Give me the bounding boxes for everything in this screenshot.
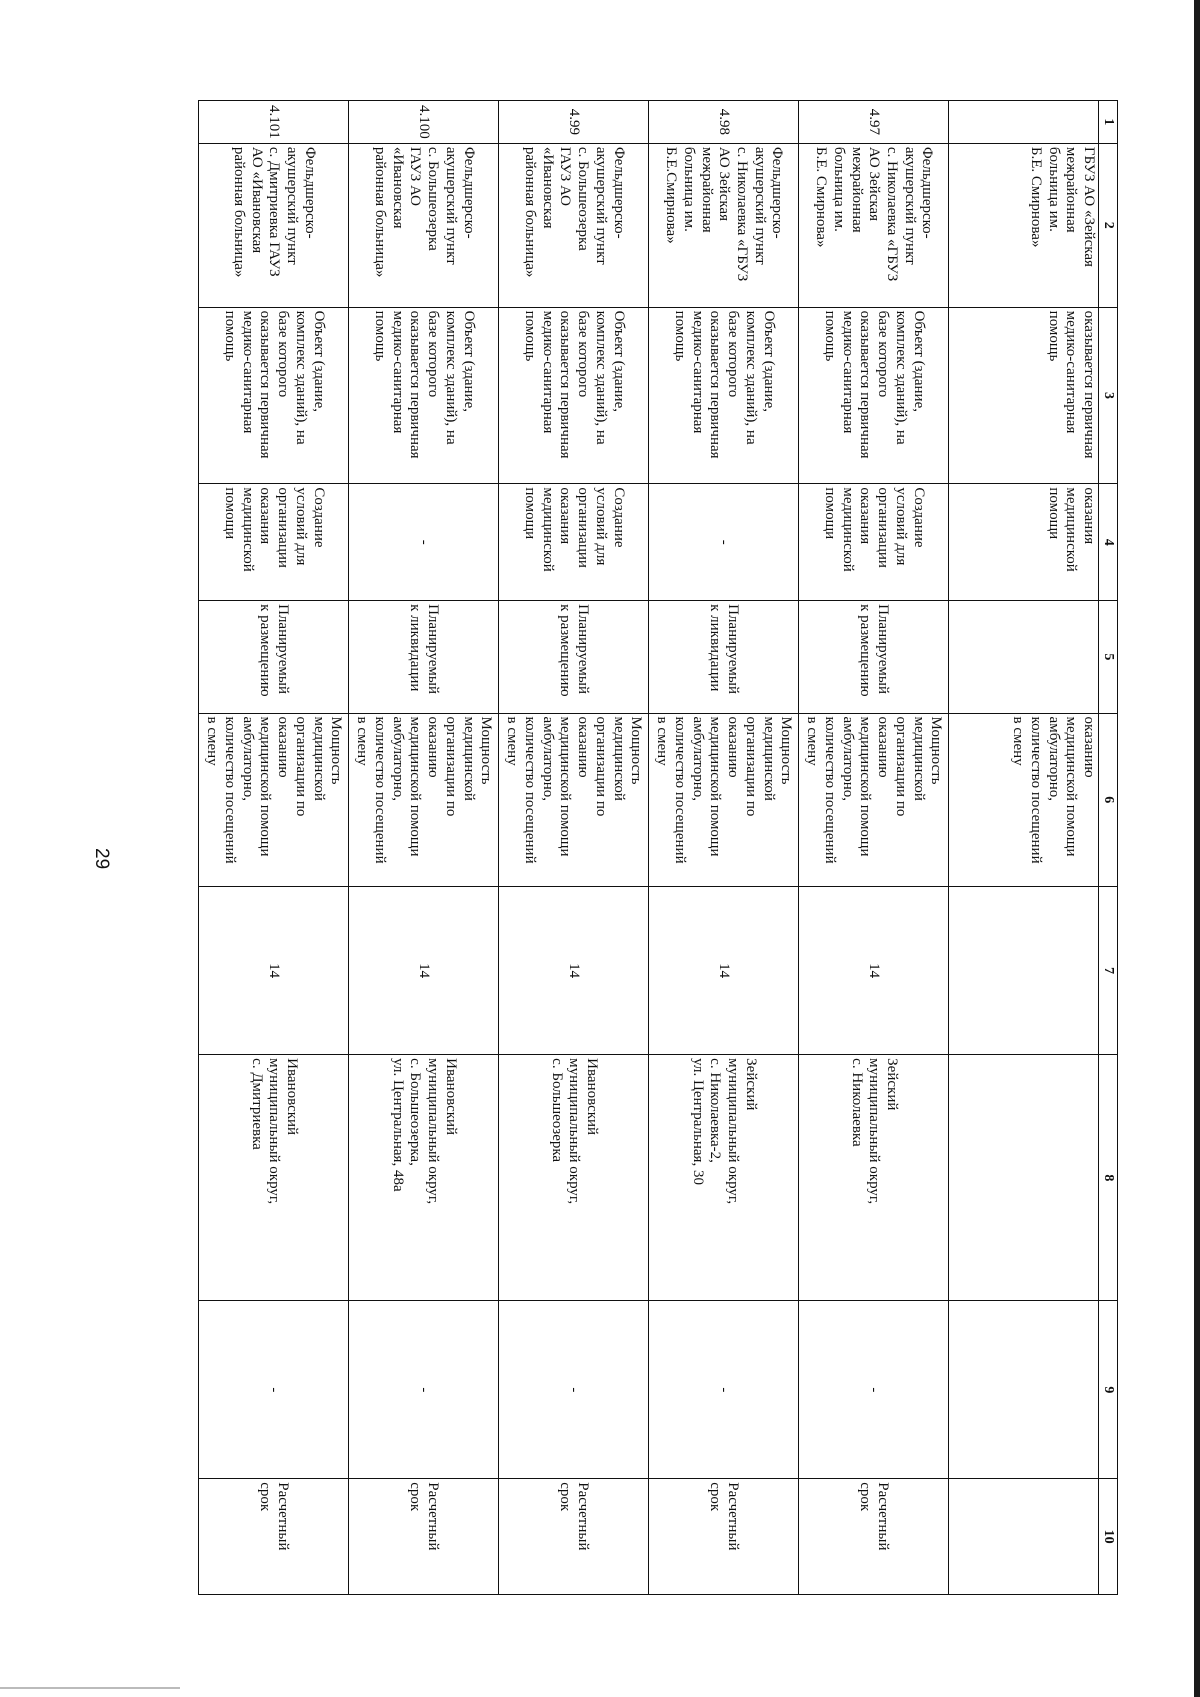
cell-status: Планируемый к размещению — [799, 601, 949, 713]
table-row — [799, 101, 949, 1595]
cell-characteristic: Мощность медицинской организации по оказанию медицинской помощи амбулаторно, количество посещений в смену — [499, 713, 649, 886]
cell-object-type: оказывается первичная медико-санитарная помощь — [949, 307, 1099, 484]
cell-characteristic: оказанию медицинской помощи амбулаторно, количество посещений в смену — [949, 713, 1099, 886]
cell-number: 4.98 — [649, 101, 799, 144]
scan-border — [1194, 0, 1200, 1697]
cell-object-name: Фельдшерско- акушерский пункт с. Дмитриевка ГАУЗ АО «Ивановская районная больница» — [199, 143, 349, 307]
facilities-table — [198, 100, 1118, 1595]
cell-status — [949, 601, 1099, 713]
cell-term: Расчетный срок — [499, 1479, 649, 1595]
header-col-3: 3 — [1099, 307, 1118, 484]
cell-value: 14 — [199, 887, 349, 1055]
cell-zone: - — [199, 1301, 349, 1479]
cell-purpose: - — [349, 484, 499, 601]
scan-artifact — [0, 1687, 180, 1689]
header-col-8: 8 — [1099, 1055, 1118, 1301]
cell-purpose: - — [649, 484, 799, 601]
cell-object-name: Фельдшерско- акушерский пункт с. Николаевка «ГБУЗ АО Зейская межрайонная больница им. Б.Е. Смирнова» — [799, 143, 949, 307]
cell-location — [949, 1055, 1099, 1301]
cell-purpose: Создание условий для организации оказания медицинской помощи — [499, 484, 649, 601]
cell-value: 14 — [349, 887, 499, 1055]
cell-term — [949, 1479, 1099, 1595]
cell-location: Зейский муниципальный округ, с. Николаевка — [799, 1055, 949, 1301]
cell-value — [949, 887, 1099, 1055]
cell-number — [949, 101, 1099, 144]
cell-term: Расчетный срок — [649, 1479, 799, 1595]
cell-zone: - — [349, 1301, 499, 1479]
cell-characteristic: Мощность медицинской организации по оказанию медицинской помощи амбулаторно, количество посещений в смену — [199, 713, 349, 886]
cell-value: 14 — [799, 887, 949, 1055]
cell-object-type: Объект (здание, комплекс зданий), на базе которого оказывается первичная медико-санитарная помощь — [499, 307, 649, 484]
cell-value: 14 — [649, 887, 799, 1055]
cell-zone: - — [799, 1301, 949, 1479]
cell-object-name: Фельдшерско- акушерский пункт с. Николаевка «ГБУЗ АО Зейская межрайонная больница им. Б.Е.Смирнова» — [649, 143, 799, 307]
table-row — [499, 101, 649, 1595]
header-col-9: 9 — [1099, 1301, 1118, 1479]
cell-object-name: ГБУЗ АО «Зейская межрайонная больница им. Б.Е. Смирнова» — [949, 143, 1099, 307]
cell-purpose: Создание условий для организации оказания медицинской помощи — [799, 484, 949, 601]
header-row — [1099, 101, 1118, 1595]
cell-number: 4.97 — [799, 101, 949, 144]
header-col-10: 10 — [1099, 1479, 1118, 1595]
cell-object-type: Объект (здание, комплекс зданий), на базе которого оказывается первичная медико-санитарная помощь — [349, 307, 499, 484]
cell-zone — [949, 1301, 1099, 1479]
header-col-2: 2 — [1099, 143, 1118, 307]
cell-zone: - — [649, 1301, 799, 1479]
cell-term: Расчетный срок — [349, 1479, 499, 1595]
cell-characteristic: Мощность медицинской организации по оказанию медицинской помощи амбулаторно, количество посещений в смену — [799, 713, 949, 886]
cell-status: Планируемый к размещению — [199, 601, 349, 713]
cell-location: Ивановский муниципальный округ, с. Большеозерка, ул. Центральная, 48а — [349, 1055, 499, 1301]
cell-characteristic: Мощность медицинской организации по оказанию медицинской помощи амбулаторно, количество посещений в смену — [649, 713, 799, 886]
cell-object-type: Объект (здание, комплекс зданий), на базе которого оказывается первичная медико-санитарная помощь — [199, 307, 349, 484]
header-col-4: 4 — [1099, 484, 1118, 601]
cell-value: 14 — [499, 887, 649, 1055]
cell-number: 4.100 — [349, 101, 499, 144]
cell-location: Зейский муниципальный округ, с. Николаевка-2, ул. Центральная, 30 — [649, 1055, 799, 1301]
cell-object-name: Фельдшерско- акушерский пункт с. Большеозерка ГАУЗ АО «Ивановская районная больница» — [499, 143, 649, 307]
rotated-table-container — [200, 100, 1118, 1595]
cell-term: Расчетный срок — [799, 1479, 949, 1595]
cell-purpose: оказания медицинской помощи — [949, 484, 1099, 601]
table-row-continuation — [949, 101, 1099, 1595]
cell-status: Планируемый к ликвидации — [349, 601, 499, 713]
cell-object-type: Объект (здание, комплекс зданий), на базе которого оказывается первичная медико-санитарная помощь — [649, 307, 799, 484]
cell-location: Ивановский муниципальный округ, с. Дмитриевка — [199, 1055, 349, 1301]
cell-status: Планируемый к ликвидации — [649, 601, 799, 713]
header-col-7: 7 — [1099, 887, 1118, 1055]
table-row — [649, 101, 799, 1595]
table-row — [349, 101, 499, 1595]
header-col-6: 6 — [1099, 713, 1118, 886]
cell-object-name: Фельдшерско- акушерский пункт с. Большеозерка ГАУЗ АО «Ивановская районная больница» — [349, 143, 499, 307]
header-col-5: 5 — [1099, 601, 1118, 713]
page-number: 29 — [91, 848, 112, 870]
header-col-1: 1 — [1099, 101, 1118, 144]
cell-number: 4.101 — [199, 101, 349, 144]
cell-object-type: Объект (здание, комплекс зданий), на базе которого оказывается первичная медико-санитарная помощь — [799, 307, 949, 484]
cell-zone: - — [499, 1301, 649, 1479]
cell-number: 4.99 — [499, 101, 649, 144]
table-row — [199, 101, 349, 1595]
cell-location: Ивановский муниципальный округ, с. Большеозерка — [499, 1055, 649, 1301]
cell-characteristic: Мощность медицинской организации по оказанию медицинской помощи амбулаторно, количество посещений в смену — [349, 713, 499, 886]
cell-term: Расчетный срок — [199, 1479, 349, 1595]
cell-status: Планируемый к размещению — [499, 601, 649, 713]
cell-purpose: Создание условий для организации оказания медицинской помощи — [199, 484, 349, 601]
